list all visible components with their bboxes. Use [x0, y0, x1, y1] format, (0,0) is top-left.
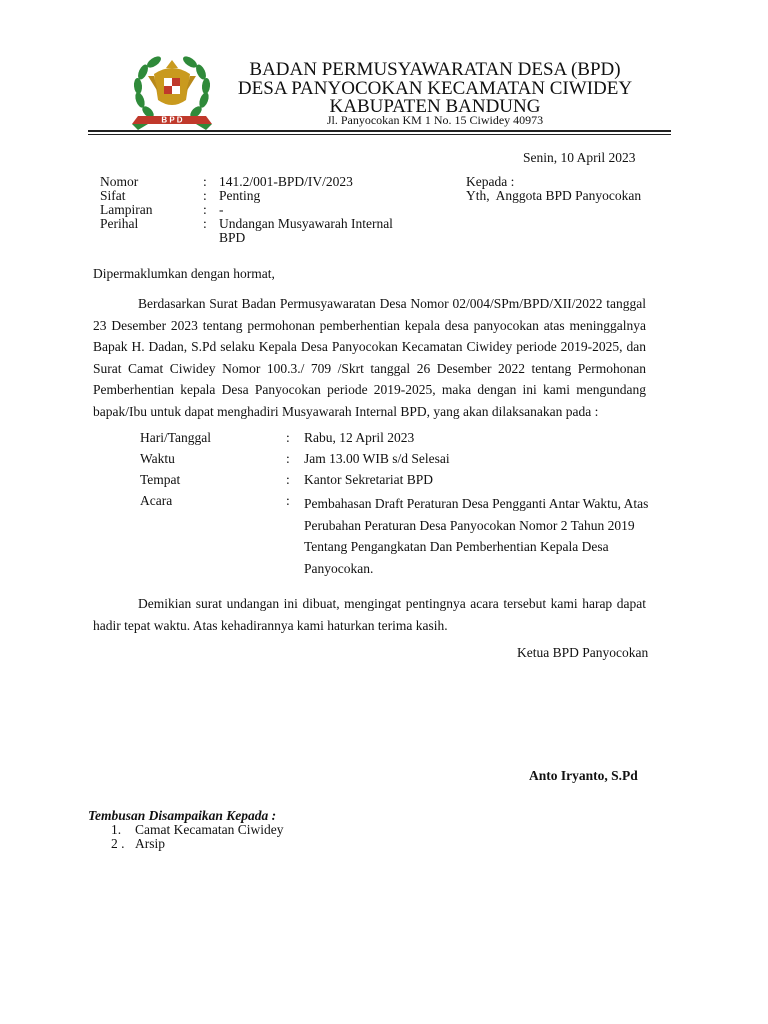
meta-label-nomor: Nomor: [100, 174, 139, 189]
letterhead-line2: DESA PANYOCOKAN KECAMATAN CIWIDEY: [237, 78, 633, 99]
letterhead-line1: BADAN PERMUSYAWARATAN DESA (BPD): [249, 59, 621, 80]
copies-item-number: 1.: [111, 822, 122, 837]
meta-value-perihal-cont: BPD: [219, 230, 246, 245]
copies-item: Camat Kecamatan Ciwidey: [135, 822, 284, 837]
signatory-name: Anto Iryanto, S.Pd: [529, 768, 638, 783]
meta-colon: :: [203, 202, 207, 217]
meta-label-lampiran: Lampiran: [100, 202, 153, 217]
copies-item: Arsip: [135, 836, 165, 851]
meta-colon: :: [203, 174, 207, 189]
detail-label-place: Tempat: [140, 472, 181, 487]
detail-value-agenda: Pembahasan Draft Peraturan Desa Pengganti Antar Waktu, Atas Perubahan Peraturan Desa Panyocokan Nomor 2 Tahun 2019 Tentang Pengangkatan Dan Pemberhentian Kepala Desa Panyocokan.: [304, 496, 649, 576]
meta-colon: :: [203, 188, 207, 203]
meta-value-lampiran: -: [219, 202, 224, 217]
garuda-icon: [148, 60, 196, 105]
meta-value-perihal: Undangan Musyawarah Internal: [219, 216, 393, 231]
body-paragraph: [93, 293, 646, 422]
detail-value-place: Kantor Sekretariat BPD: [304, 472, 433, 487]
header-divider-thick: [88, 130, 671, 132]
greeting: Dipermaklumkan dengan hormat,: [93, 266, 275, 281]
copies-heading: Tembusan Disampaikan Kepada :: [88, 808, 277, 823]
meta-value-sifat: Penting: [219, 188, 261, 203]
detail-value-time: Jam 13.00 WIB s/d Selesai: [304, 451, 450, 466]
bpd-emblem-logo: [126, 52, 218, 134]
detail-colon: :: [286, 430, 290, 445]
detail-label-agenda: Acara: [140, 493, 173, 508]
emblem-ribbon-text: B P D: [161, 115, 183, 125]
meta-label-perihal: Perihal: [100, 216, 139, 231]
detail-colon: :: [286, 472, 290, 487]
letter-date: Senin, 10 April 2023: [523, 150, 636, 165]
recipient-label: Kepada :: [466, 174, 515, 189]
copies-item-number: 2 .: [111, 836, 125, 851]
recipient-value: Yth, Anggota BPD Panyocokan: [466, 188, 642, 203]
detail-colon: :: [286, 493, 290, 508]
letterhead-line3: KABUPATEN BANDUNG: [329, 96, 541, 117]
closing-paragraph: [93, 593, 646, 636]
signature-title: Ketua BPD Panyocokan: [517, 645, 649, 660]
detail-colon: :: [286, 451, 290, 466]
detail-label-time: Waktu: [140, 451, 175, 466]
letterhead-address: Jl. Panyocokan KM 1 No. 15 Ciwidey 40973: [326, 113, 544, 127]
meta-value-nomor: 141.2/001-BPD/IV/2023: [219, 174, 353, 189]
closing-paragraph-text: Demikian surat undangan ini dibuat, mengingat pentingnya acara tersebut kami harap dapat hadir tepat waktu. Atas kehadirannya kami haturkan terima kasih.: [93, 596, 646, 633]
meta-colon: :: [203, 216, 207, 231]
detail-value-date: Rabu, 12 April 2023: [304, 430, 415, 445]
detail-label-date: Hari/Tanggal: [140, 430, 212, 445]
body-paragraph-text: Berdasarkan Surat Badan Permusyawaratan Desa Nomor 02/004/SPm/BPD/XII/2022 tanggal 23 Desember 2023 tentang permohonan pemberhentian kepala desa panyocokan atas meninggalnya Bapak H. Dadan, S.Pd selaku Kepala Desa Panyocokan Kecamatan Ciwidey periode 2019-2025, dan Surat Camat Ciwidey Nomor 100.3./ 709 /Skrt tanggal 26 Desember 2022 tentang Permohonan Pemberhentian kepala Desa Panyocokan periode 2019-2025, maka dengan ini kami mengundang bapak/Ibu untuk dapat menghadiri Musyawarah Internal BPD, yang akan dilaksanakan pada :: [93, 296, 646, 419]
meta-label-sifat: Sifat: [100, 188, 126, 203]
header-divider-thin: [88, 134, 671, 135]
